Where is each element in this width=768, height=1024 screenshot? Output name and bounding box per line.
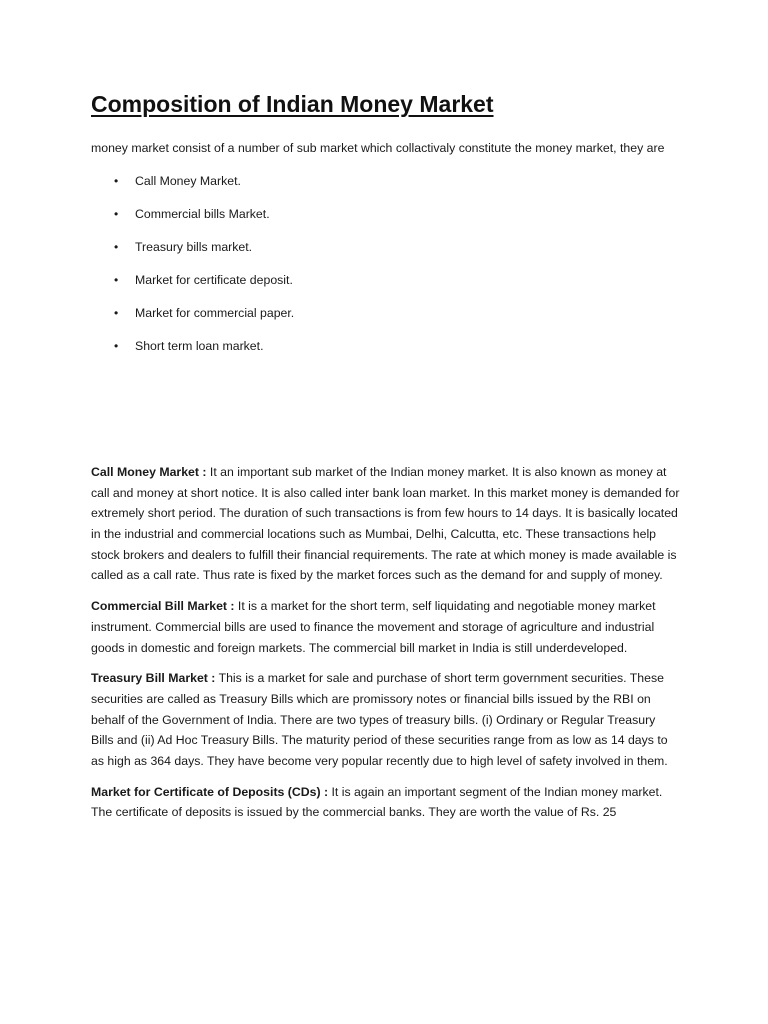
bullet-icon: •	[114, 272, 119, 287]
bullet-icon: •	[114, 338, 119, 353]
section-certificate-of-deposits	[91, 782, 681, 823]
list-item-text: Short term loan market.	[135, 338, 264, 353]
intro-paragraph: money market consist of a number of sub market which collactivaly constitute the money market, they are	[91, 140, 665, 155]
document-page	[91, 90, 681, 833]
blank-space	[91, 370, 681, 462]
bullet-icon: •	[114, 173, 119, 188]
section-term: Commercial Bill Market :	[91, 599, 235, 614]
section-text: It is again an important segment of the Indian money market. The certificate of deposits is issued by the commercial banks. They are worth the value of Rs. 25	[91, 784, 663, 820]
section-text: This is a market for sale and purchase of short term government securities. These securities are called as Treasury Bills which are promissory notes or financial bills issued by the RBI on behalf of the Government of India. There are two types of treasury bills. (i) Ordinary or Regular Treasury Bills and (ii) Ad Hoc Treasury Bills. The maturity period of these securities range from as low as 14 days to as high as 364 days. They have become very popular recently due to high level of safety involved in them.	[91, 671, 668, 769]
section-text: It an important sub market of the Indian money market. It is also known as money at call and money at short notice. It is also called inter bank loan market. In this market money is demanded for extremely short period. The duration of such transactions is from few hours to 14 days. It is basically located in the industrial and commercial locations such as Mumbai, Delhi, Calcutta, etc. These transactions help stock brokers and dealers to fulfill their financial requirements. The rate at which money is made available is called as a call rate. Thus rate is fixed by the market forces such as the demand for and supply of money.	[91, 464, 680, 583]
list-item	[91, 238, 681, 256]
section-text: It is a market for the short term, self liquidating and negotiable money market instrument. Commercial bills are used to finance the movement and storage of agriculture and industrial goods in domestic and foreign markets. The commercial bill market in India is still underdeveloped.	[91, 599, 656, 655]
section-call-money-market	[91, 462, 681, 586]
page-title: Composition of Indian Money Market	[91, 91, 494, 117]
list-item	[91, 172, 681, 190]
bullet-icon: •	[114, 239, 119, 254]
bullet-icon: •	[114, 305, 119, 320]
list-item	[91, 304, 681, 322]
list-item	[91, 205, 681, 223]
list-item-text: Treasury bills market.	[135, 239, 253, 254]
list-item-text: Call Money Market.	[135, 173, 241, 188]
section-treasury-bill-market	[91, 668, 681, 772]
list-item-text: Market for commercial paper.	[135, 305, 295, 320]
list-item-text: Market for certificate deposit.	[135, 272, 293, 287]
section-term: Treasury Bill Market :	[91, 671, 216, 686]
list-item	[91, 271, 681, 289]
section-term: Market for Certificate of Deposits (CDs) :	[91, 784, 329, 799]
sub-market-list	[91, 172, 681, 355]
section-commercial-bill-market	[91, 596, 681, 658]
list-item	[91, 337, 681, 355]
section-term: Call Money Market :	[91, 464, 207, 479]
bullet-icon: •	[114, 206, 119, 221]
list-item-text: Commercial bills Market.	[135, 206, 270, 221]
